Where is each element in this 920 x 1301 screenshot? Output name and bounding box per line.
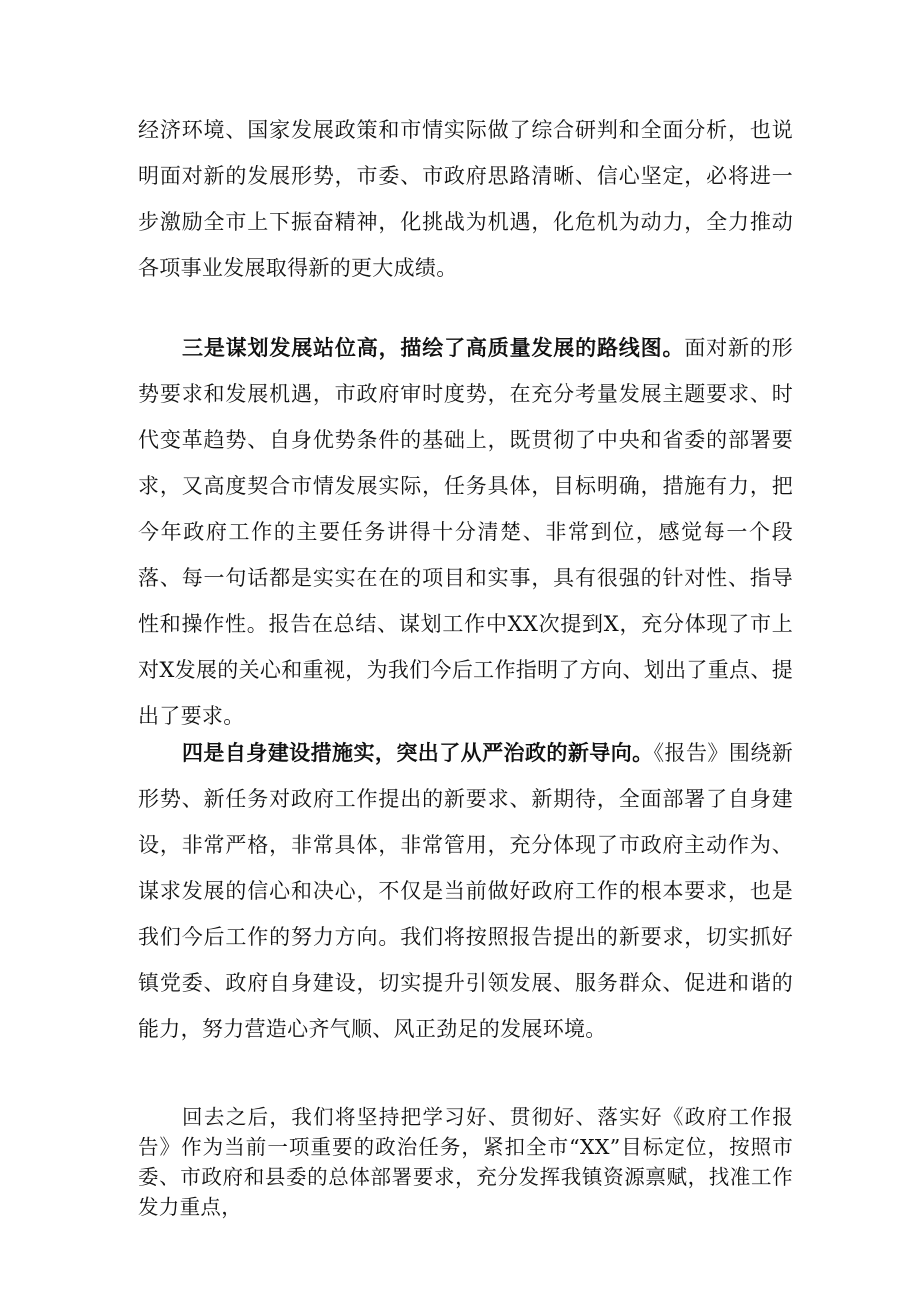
paragraph-point-four [138,730,793,1052]
paragraph-text: 回去之后，我们将坚持把学习好、贯彻好、落实好《政府工作报告》作为当前一项重要的政治任务，紧扣全市“XX”目标定位，按照市委、市政府和县委的总体部署要求，充分发挥我镇资源禀赋，找准工作发力重点， [138,1105,793,1219]
paragraph-lead-heading: 四是自身建设措施实，突出了从严治政的新导向。 [182,740,654,765]
paragraph-point-three [138,325,793,739]
paragraph-text: 经济环境、国家发展政策和市情实际做了综合研判和全面分析，也说明面对新的发展形势，市委、市政府思路清晰、信心坚定，必将进一步激励全市上下振奋精神，化挑战为机遇，化危机为动力，全力推动各项事业发展取得新的更大成绩。 [138,118,793,280]
paragraph-text: 《报告》围绕新形势、新任务对政府工作提出的新要求、新期待，全面部署了自身建设，非常严格，非常具体，非常管用，充分体现了市政府主动作为、谋求发展的信心和决心，不仅是当前做好政府工作的根本要求，也是我们今后工作的努力方向。我们将按照报告提出的新要求，切实抓好镇党委、政府自身建设，切实提升引领发展、服务群众、促进和谐的能力，努力营造心齐气顺、风正劲足的发展环境。 [138,741,793,1041]
paragraph-conclusion [138,1102,793,1222]
paragraph-lead-heading: 三是谋划发展站位高，描绘了高质量发展的路线图。 [182,335,685,360]
paragraph-text: 面对新的形势要求和发展机遇，市政府审时度势，在充分考量发展主题要求、时代变革趋势、自身优势条件的基础上，既贯彻了中央和省委的部署要求，又高度契合市情发展实际，任务具体，目标明确，措施有力，把今年政府工作的主要任务讲得十分清楚、非常到位，感觉每一个段落、每一句话都是实实在在的项目和实事，具有很强的针对性、指导性和操作性。报告在总结、谋划工作中XX次提到X，充分体现了市上对X发展的关心和重视，为我们今后工作指明了方向、划出了重点、提出了要求。 [138,336,794,728]
paragraph-continuation [138,107,793,291]
